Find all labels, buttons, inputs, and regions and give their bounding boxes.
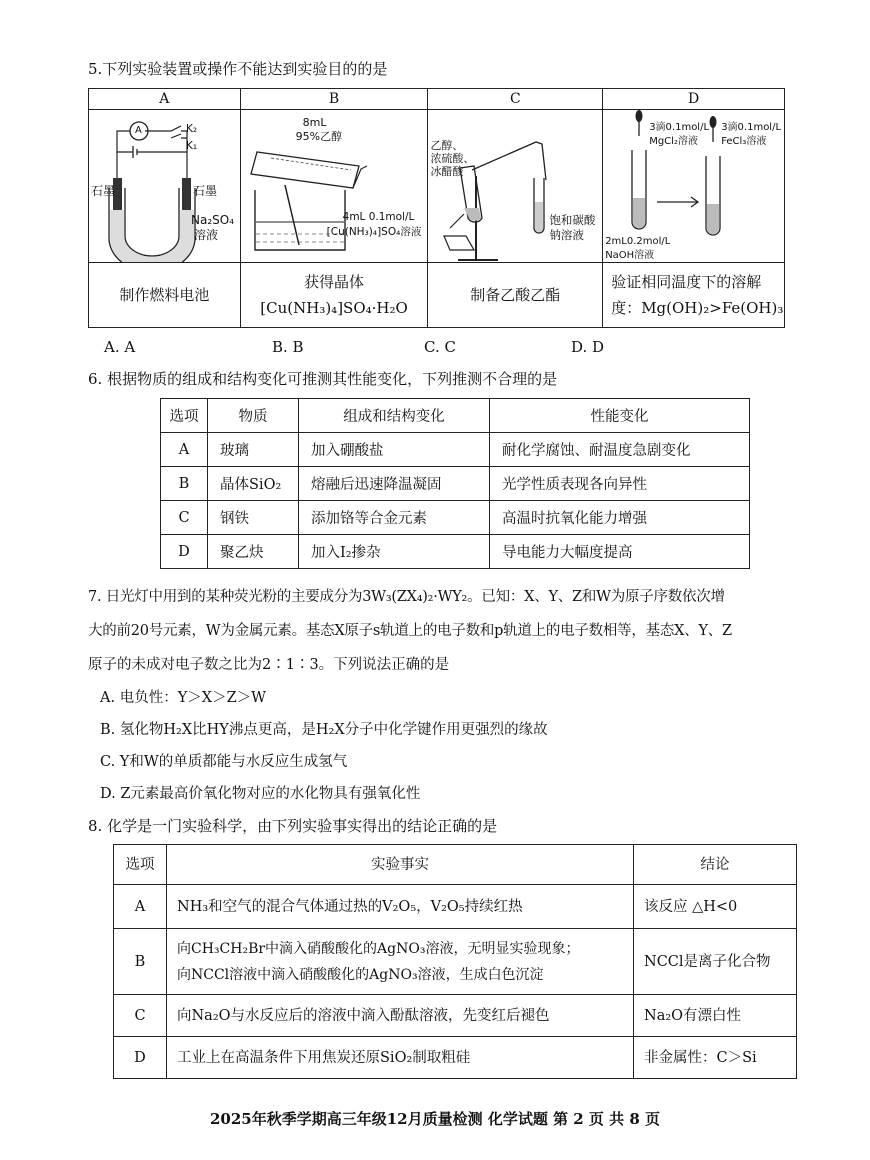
solution-label: Na₂SO₄: [191, 213, 235, 227]
q5-purpose-c: 制备乙酸乙酯: [428, 263, 603, 328]
q5-option-d[interactable]: D. D: [571, 338, 605, 356]
q5-purpose-b: 获得晶体 [Cu(NH₃)₄]SO₄·H₂O: [240, 263, 428, 328]
q6-table: [160, 398, 750, 569]
q6-cell: 高温时抗氧化能力增强: [490, 501, 750, 535]
table-row: [161, 467, 750, 501]
b-solution-label: [Cu(NH₃)₄]SO₄溶液: [326, 226, 422, 238]
q6-cell: D: [161, 535, 208, 569]
left-electrode-label: 石墨: [91, 184, 116, 198]
b-conc-label: 4mL 0.1mol/L: [342, 211, 415, 223]
q7-stem-line-3: 原子的未成对电子数之比为2∶1∶3。下列说法正确的是: [88, 657, 450, 673]
c-receiver-2: 钠溶液: [549, 228, 584, 242]
k1-label: K₁: [186, 140, 198, 152]
q6-cell: 耐化学腐蚀、耐温度急剧变化: [490, 433, 750, 467]
fig-d-precipitation: [603, 110, 785, 263]
q8-cell: 非金属性：C＞Si: [634, 1037, 797, 1079]
q5-header-c: C: [428, 89, 603, 110]
q7-option-c[interactable]: C. Y和W的单质都能与水反应生成氢气: [100, 754, 348, 770]
table-row: [161, 535, 750, 569]
q5-option-a[interactable]: A. A: [104, 338, 136, 356]
q8-cell: 工业上在高温条件下用焦炭还原SiO₂制取粗硅: [167, 1037, 634, 1079]
q5-option-b[interactable]: B. B: [272, 338, 304, 356]
d-mg-solution: MgCl₂溶液: [649, 136, 698, 147]
q8-cell: 向Na₂O与水反应后的溶液中滴入酚酞溶液，先变红后褪色: [167, 995, 634, 1037]
q5-option-c[interactable]: C. C: [424, 338, 456, 356]
table-row: [114, 1037, 797, 1079]
fig-c-ester-prep: [428, 110, 603, 263]
q6-cell: 加入硼酸盐: [299, 433, 490, 467]
q6-header: 选项: [161, 399, 208, 433]
q6-cell: 钢铁: [208, 501, 299, 535]
d-mg-conc: 3滴0.1mol/L: [649, 122, 710, 133]
q6-header: 物质: [208, 399, 299, 433]
q7-option-d[interactable]: D. Z元素最高价氧化物对应的水化物具有强氧化性: [100, 786, 421, 802]
b-volume-label: 8mL: [302, 116, 327, 129]
q6-cell: C: [161, 501, 208, 535]
q7-stem-line-2: 大的前20号元素，W为金属元素。基态X原子s轨道上的电子数和p轨道上的电子数相等，基态X、Y、Z: [88, 623, 732, 639]
b-ethanol-label: 95%乙醇: [295, 130, 343, 143]
d-fe-solution: FeCl₃溶液: [721, 136, 767, 147]
fig-b-crystallization: [240, 110, 428, 263]
k2-label: K₂: [186, 123, 198, 135]
q8-cell: A: [114, 885, 167, 929]
q8-cell: NCCl是离子化合物: [634, 929, 797, 995]
q8-cell: D: [114, 1037, 167, 1079]
c-reagent-3: 冰醋酸: [430, 165, 464, 178]
q6-header: 组成和结构变化: [299, 399, 490, 433]
table-row: [114, 995, 797, 1037]
table-row: [161, 501, 750, 535]
q7-stem-line-1: 7. 日光灯中用到的某种荧光粉的主要成分为3W₃(ZX₄)₂·WY₂。已知：X、Y、Z和W为原子序数依次增: [88, 589, 725, 605]
q6-cell: 导电能力大幅度提高: [490, 535, 750, 569]
ammeter-label: A: [135, 125, 142, 136]
q5-purpose-d: 验证相同温度下的溶解 度：Mg(OH)₂>Fe(OH)₃: [603, 263, 785, 328]
q6-cell: 晶体SiO₂: [208, 467, 299, 501]
q6-header: 性能变化: [490, 399, 750, 433]
q8-cell: B: [114, 929, 167, 995]
q8-table: [113, 844, 797, 1079]
q7-option-b[interactable]: B. 氢化物H₂X比HY沸点更高，是H₂X分子中化学键作用更强烈的缘故: [100, 722, 548, 738]
q5-table: [88, 88, 785, 328]
q5-header-a: A: [89, 89, 241, 110]
q8-cell: C: [114, 995, 167, 1037]
q8-cell: 向CH₃CH₂Br中滴入硝酸酸化的AgNO₃溶液，无明显实验现象； 向NCCl溶液中滴入硝酸酸化的AgNO₃溶液，生成白色沉淀: [167, 929, 634, 995]
right-electrode-label: 石墨: [193, 184, 218, 198]
q6-cell: 光学性质表现各向异性: [490, 467, 750, 501]
d-fe-conc: 3滴0.1mol/L: [721, 122, 782, 133]
table-row: [114, 929, 797, 995]
q8-header: 选项: [114, 845, 167, 885]
q7-option-a[interactable]: A. 电负性：Y＞X＞Z＞W: [100, 690, 267, 706]
q6-cell: B: [161, 467, 208, 501]
q6-cell: 加入I₂掺杂: [299, 535, 490, 569]
c-receiver-1: 饱和碳酸: [549, 213, 596, 227]
q5-stem: 5.下列实验装置或操作不能达到实验目的的是: [88, 60, 388, 78]
q8-cell: Na₂O有漂白性: [634, 995, 797, 1037]
q6-cell: A: [161, 433, 208, 467]
c-reagent-2: 浓硫酸、: [430, 152, 475, 165]
d-naoh-solution: NaOH溶液: [605, 250, 655, 261]
q5-header-b: B: [240, 89, 428, 110]
q6-stem: 6. 根据物质的组成和结构变化可推测其性能变化，下列推测不合理的是: [88, 370, 558, 388]
q6-cell: 熔融后迅速降温凝固: [299, 467, 490, 501]
page-footer: 2025年秋季学期高三年级12月质量检测 化学试题 第 2 页 共 8 页: [209, 1110, 661, 1128]
q6-cell: 添加铬等合金元素: [299, 501, 490, 535]
solution-label-2: 溶液: [194, 228, 219, 242]
fig-a-fuel-cell: [89, 110, 241, 263]
d-naoh-conc: 2mL0.2mol/L: [605, 236, 671, 247]
q6-cell: 玻璃: [208, 433, 299, 467]
table-row: [114, 885, 797, 929]
q8-cell: 该反应 △H<0: [634, 885, 797, 929]
c-reagent-1: 乙醇、: [430, 139, 464, 152]
q8-header: 结论: [634, 845, 797, 885]
q8-stem: 8. 化学是一门实验科学，由下列实验事实得出的结论正确的是: [88, 817, 498, 835]
q8-cell: NH₃和空气的混合气体通过热的V₂O₅，V₂O₅持续红热: [167, 885, 634, 929]
q6-cell: 聚乙炔: [208, 535, 299, 569]
table-row: [161, 433, 750, 467]
q8-header: 实验事实: [167, 845, 634, 885]
q5-header-d: D: [603, 89, 785, 110]
q5-purpose-a: 制作燃料电池: [89, 263, 241, 328]
